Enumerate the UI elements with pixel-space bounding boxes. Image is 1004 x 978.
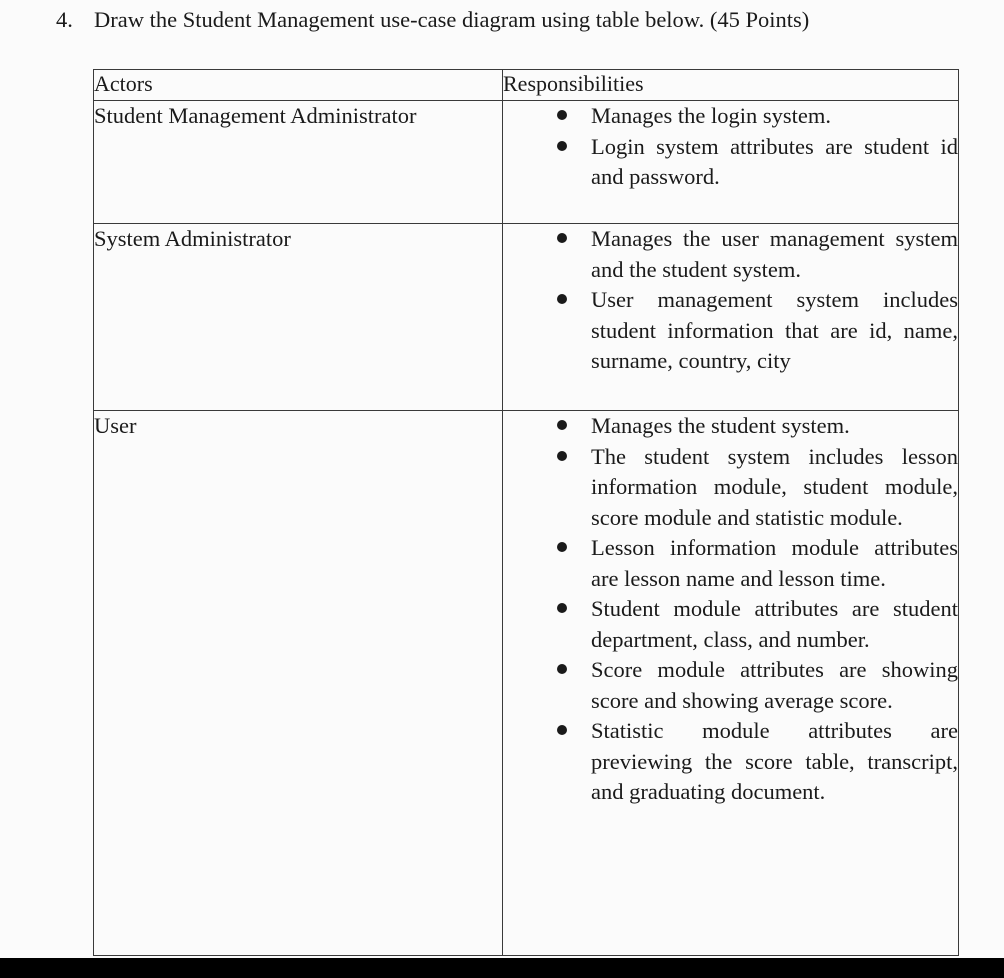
bullet-icon	[557, 542, 567, 552]
responsibilities-table	[93, 69, 959, 956]
bullet-icon	[557, 664, 567, 674]
responsibility-list	[503, 101, 958, 193]
responsibility-list	[503, 411, 958, 808]
responsibility-text: User management system includes student information that are id, name, surname, country, city	[591, 287, 958, 373]
responsibility-list	[503, 224, 958, 377]
header-responsibilities: Responsibilities	[503, 70, 959, 101]
responsibilities-cell	[503, 224, 959, 411]
responsibility-text: Statistic module attributes are previewing the score table, transcript, and graduating document.	[591, 718, 958, 804]
bullet-icon	[557, 603, 567, 613]
responsibility-text: The student system includes lesson information module, student module, score module and statistic module.	[591, 443, 958, 530]
bullet-icon	[557, 451, 567, 461]
responsibility-text: Student module attributes are student department, class, and number.	[591, 596, 958, 652]
actor-cell: System Administrator	[94, 224, 503, 411]
header-actors: Actors	[94, 70, 503, 101]
table-row	[94, 411, 959, 956]
responsibilities-cell	[503, 101, 959, 224]
bullet-icon	[557, 110, 567, 120]
responsibility-text: Manages the login system.	[591, 103, 831, 128]
responsibility-item	[503, 442, 958, 534]
actor-cell: Student Management Administrator	[94, 101, 503, 224]
responsibility-text: Manages the user management system and the student system.	[591, 226, 958, 282]
table-row	[94, 101, 959, 224]
bottom-black-bar	[0, 958, 1004, 978]
responsibility-text: Manages the student system.	[591, 413, 850, 438]
responsibility-text: Lesson information module attributes are lesson name and lesson time.	[591, 535, 958, 591]
responsibilities-cell	[503, 411, 959, 956]
bullet-icon	[557, 420, 567, 430]
responsibility-item	[503, 224, 958, 285]
responsibility-item	[503, 594, 958, 655]
question-heading	[56, 5, 809, 35]
bullet-icon	[557, 725, 567, 735]
responsibility-text: Login system attributes are student id and password.	[591, 133, 958, 189]
responsibility-item	[503, 101, 958, 132]
responsibility-item	[503, 132, 958, 193]
table-row	[94, 224, 959, 411]
responsibility-item	[503, 285, 958, 377]
question-number: 4.	[56, 7, 73, 32]
bullet-icon	[557, 294, 567, 304]
responsibility-item	[503, 655, 958, 716]
responsibility-item	[503, 716, 958, 808]
question-text: Draw the Student Management use-case diagram using table below. (45 Points)	[94, 7, 810, 32]
bullet-icon	[557, 141, 567, 151]
actor-cell: User	[94, 411, 503, 956]
responsibility-item	[503, 533, 958, 594]
responsibility-item	[503, 411, 958, 442]
bullet-icon	[557, 233, 567, 243]
responsibility-text: Score module attributes are showing score and showing average score.	[591, 657, 958, 713]
table-header-row	[94, 70, 959, 101]
